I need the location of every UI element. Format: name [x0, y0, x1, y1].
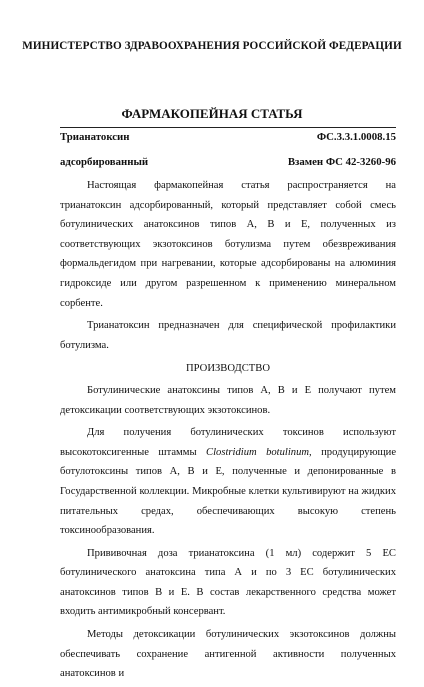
species-name: Clostridium botulinum,	[206, 446, 312, 458]
article-code: ФС.3.3.1.0008.15	[316, 131, 396, 143]
meta-row-1	[60, 131, 396, 143]
title-divider	[60, 127, 396, 128]
section-heading-production: ПРОИЗВОДСТВО	[186, 363, 270, 375]
paragraph-dose: Прививочная доза трианатоксина (1 мл) содержит 5 ЕС ботулинического анатоксина типа А и по 3 ЕС ботулинических анатоксинов типов В и Е. В состав лекарственного средства может входить антимикробный консервант.	[60, 547, 396, 618]
ministry-header: МИНИСТЕРСТВО ЗДРАВООХРАНЕНИЯ РОССИЙСКОЙ ФЕДЕРАЦИИ	[22, 40, 402, 52]
product-name-line2: адсорбированный	[60, 156, 149, 168]
product-name-line1: Трианатоксин	[60, 131, 130, 143]
meta-row-2	[60, 156, 396, 168]
strains-text-start: Для получения ботулинических токсинов используют высокотоксигенные штаммы	[60, 427, 396, 458]
document-title: ФАРМАКОПЕЙНАЯ СТАТЬЯ	[121, 106, 303, 121]
paragraph-methods: Методы детоксикации ботулинических экзотоксинов должны обеспечивать сохранение антигенной активности полученных анатоксинов и	[60, 629, 396, 680]
article-body	[60, 176, 396, 687]
paragraph-scope: Настоящая фармакопейная статья распространяется на трианатоксин адсорбированный, который представляет собой смесь ботулинических анатоксинов типов А, В и Е, полученных из соответствующих экзотоксинов ботулизма путем обезвреживания формальдегидом при нагревании, которые адсорбированы на алюминия гидроксиде или другом разрешенном к применению минеральном сорбенте.	[60, 180, 396, 309]
strains-text-end: продуцирующие ботулотоксины типов А, В и Е, полученные и депонированные в Государственной коллекции. Микробные клетки культивируют на жидких питательных средах, обеспечивающих высокую степень токсинообразования.	[60, 446, 397, 537]
paragraph-strains	[60, 423, 396, 541]
paragraph-purpose: Трианатоксин предназначен для специфической профилактики ботулизма.	[60, 320, 396, 351]
paragraph-detoxification: Ботулинические анатоксины типов А, В и Е получают путем детоксикации соответствующих экзотоксинов.	[60, 384, 396, 416]
replaces-note: Взамен ФС 42-3260-96	[287, 156, 396, 168]
